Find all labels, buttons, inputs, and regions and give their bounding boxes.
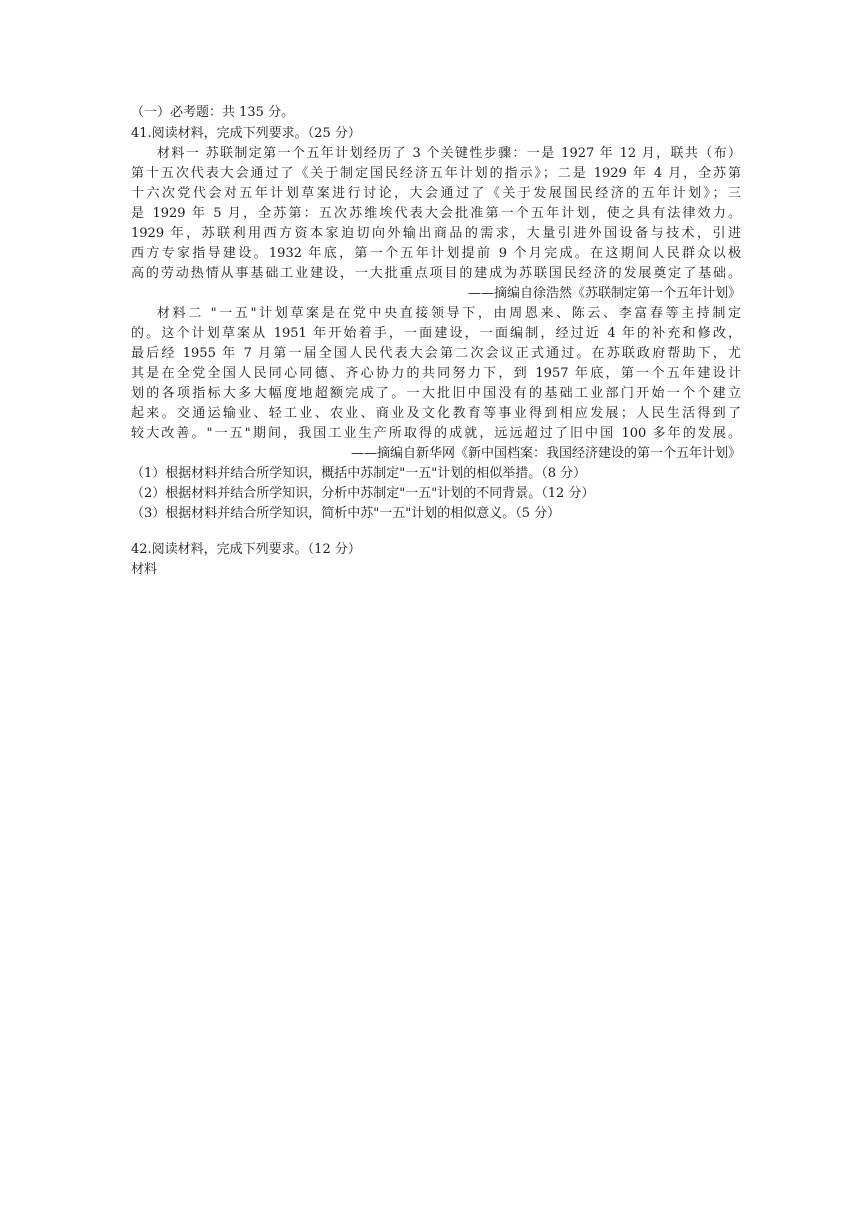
question-42-material-label: 材料 (131, 562, 158, 577)
material1-source: ——摘编自徐浩然《苏联制定第一个五年计划》 (467, 286, 741, 301)
section-header: （一）必考题：共 135 分。 (131, 105, 295, 120)
material1-line: 第十五次代表大会通过了《关于制定国民经济五年计划的指示》；二是 1929 年 4 月，全苏第 (131, 166, 741, 181)
question-41-title: 41.阅读材料，完成下列要求。（25 分） (131, 126, 361, 141)
material1-line: 十六次党代会对五年计划草案进行讨论，大会通过了《关于发展国民经济的五年计划》；三 (131, 186, 741, 201)
material2-line: 材料二 "一五"计划草案是在党中央直接领导下，由周恩来、陈云、李富春等主持制定 (157, 306, 741, 321)
material2-line: 起来。交通运输业、轻工业、农业、商业及文化教育等事业得到相应发展；人民生活得到了 (131, 406, 741, 421)
material2-line: 较大改善。"一五"期间，我国工业生产所取得的成就，远远超过了旧中国 100 多年的发展。 (131, 426, 741, 441)
material2-line: 划的各项指标大多大幅度地超额完成了。一大批旧中国没有的基础工业部门开始一个个建立 (131, 386, 741, 401)
material1-line: 1929 年，苏联利用西方资本家迫切向外输出商品的需求，大量引进外国设备与技术，引进 (131, 226, 741, 241)
material2-line: 的。这个计划草案从 1951 年开始着手，一面建设，一面编制，经过近 4 年的补充和修改， (131, 326, 741, 341)
material2-line: 其是在全党全国人民同心同德、齐心协力的共同努力下，到 1957 年底，第一个五年建设计 (131, 366, 741, 381)
material1-line: 是 1929 年 5 月，全苏第：五次苏维埃代表大会批准第一个五年计划，使之具有法律效力。 (131, 206, 741, 221)
material2-source: ——摘编自新华网《新中国档案：我国经济建设的第一个五年计划》 (350, 446, 741, 461)
question-41-part-3: （3）根据材料并结合所学知识，简析中苏"一五"计划的相似意义。（5 分） (131, 506, 561, 521)
question-41-part-2: （2）根据材料并结合所学知识，分析中苏制定"一五"计划的不同背景。（12 分） (131, 486, 595, 501)
question-41-part-1: （1）根据材料并结合所学知识，概括中苏制定"一五"计划的相似举措。（8 分） (131, 466, 587, 481)
question-42-title: 42.阅读材料，完成下列要求。（12 分） (131, 542, 361, 557)
material1-line: 高的劳动热情从事基础工业建设，一大批重点项目的建成为苏联国民经济的发展奠定了基础。 (131, 266, 741, 281)
material1-line: 材料一 苏联制定第一个五年计划经历了 3 个关键性步骤：一是 1927 年 12 月，联共（布） (157, 146, 741, 161)
material2-line: 最后经 1955 年 7 月第一届全国人民代表大会第二次会议正式通过。在苏联政府帮助下，尤 (131, 346, 741, 361)
material1-line: 西方专家指导建设。1932 年底，第一个五年计划提前 9 个月完成。在这期间人民群众以极 (131, 246, 741, 261)
